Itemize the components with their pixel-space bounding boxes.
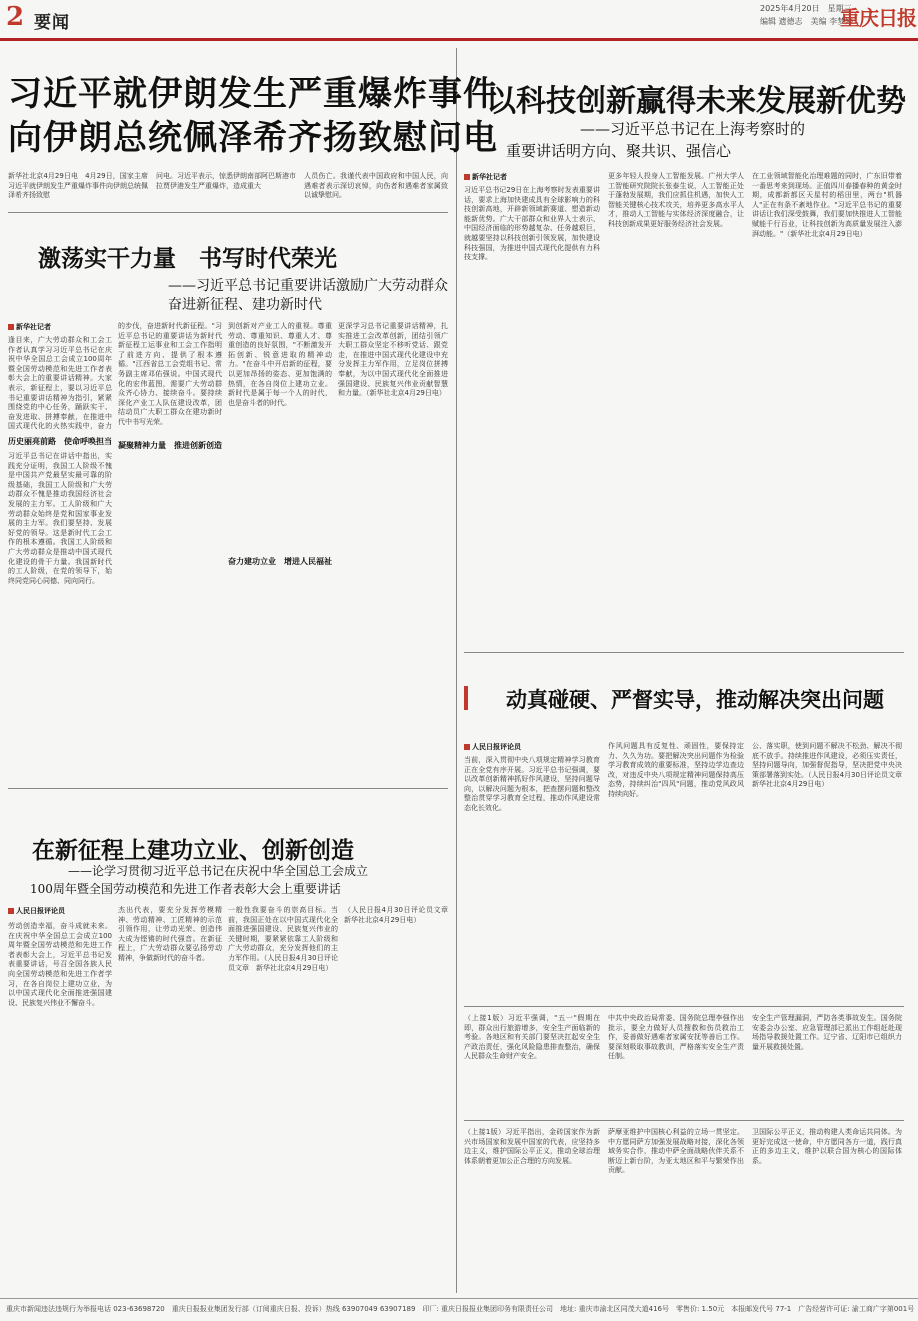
byline-text: 人民日报评论员 — [472, 743, 521, 751]
byline-text: 新华社记者 — [16, 323, 51, 331]
article6-col1-text: 习近平强调，"五一"假期在即，群众出行旅游增多，安全生产面临新的考验。各地区和有关部门要坚决扛起安全生产政治责任，强化风险隐患排查整治，确保人民群众生命财产安全。 — [464, 1014, 600, 1061]
article4-headline: 以科技创新赢得未来发展新优势 — [486, 84, 906, 119]
article2-subhead1: 历史丽亮前路 使命呼唤担当 — [8, 437, 112, 446]
editors: 编辑 遗德志 美编 李梦婷 — [760, 17, 854, 26]
article3-byline — [8, 906, 65, 916]
article2-col1: 逢目来，广大劳动群众和工会工作者认真学习习近平总书记在庆祝中华全国总工会成立100周年暨全国劳动模范和先进工作者表彰大会上的重要讲话精神。大家表示，新征程上，要以习近平总书记重要讲话精神为指引，紧紧围绕党的中心任务，踊跃实干、奋发进取、拼搏奉献，在推进中国式现代化的火热实践中，奋力 — [8, 336, 112, 431]
article3-col1: 劳动创造幸福，奋斗成就未来。在庆祝中华全国总工会成立100周年暨全国劳动模范和先进工作者表彰大会上，习近平总书记发表重要讲话，号召全国各族人民向全国劳动模范和先进工作者学习，在各自岗位上建功立业，为以中国式现代化全面推进强国建设、民族复兴伟业不懈奋斗。 — [8, 922, 112, 1007]
bullet-square-icon — [8, 324, 14, 330]
divider — [464, 652, 904, 653]
article3-col4: （人民日报4月30日评论员文章 新华社北京4月29日电） — [344, 906, 448, 924]
divider — [464, 1006, 904, 1007]
article5-col3: 公、落实职，使到问题不解决不松劲、解决不彻底不放手。持续推进作风建设，必须压实责任，坚持问题导向，加强督促指导，坚决把党中央决策部署落到实处。（人民日报4月30日评论员文章 新华社北京4月29日电） — [752, 742, 902, 789]
article2-subtitle-line2: 奋进新征程、建功新时代 — [168, 297, 322, 313]
article6-col1 — [464, 1014, 600, 1114]
article2-subtitle-line1: ——习近平总书记重要讲话激励广大劳动群众 — [168, 278, 448, 294]
article5-col2: 作风问题具有反复性、顽固性，要保持定力、久久为功。要把解决突出问题作为检验学习教育成效的重要标准，坚持边学边查边改，对违反中央八项规定精神问题保持高压态势，持续纠治"四风"问题，推动党风政风持续向好。 — [608, 742, 744, 798]
article3-subtitle-line2: 100周年暨全国劳动模范和先进工作者表彰大会上重要讲话 — [30, 882, 341, 896]
article5-headline: 动真碰硬、严督实导，推动解决突出问题 — [506, 688, 884, 712]
article5-byline — [464, 742, 521, 752]
continuation-label: （上接1版） — [464, 1128, 506, 1136]
headline-accent-bar — [464, 686, 468, 710]
divider — [8, 788, 448, 789]
article6-col2: 中共中央政治局常委、国务院总理李强作出批示，要全力做好人员搜救和伤员救治工作，妥善做好遇难者家属安抚等善后工作。要深刻吸取事故教训，严格落实安全生产责任制。 — [608, 1014, 744, 1061]
byline-text: 人民日报评论员 — [16, 907, 65, 915]
bullet-square-icon — [464, 174, 470, 180]
page-number: 2 — [6, 2, 25, 32]
article3-headline: 在新征程上建功立业、创新创造 — [32, 838, 354, 864]
article4-byline — [464, 172, 507, 182]
page-footer — [0, 1298, 918, 1321]
article4-subtitle-line2: 重要讲话明方向、聚共识、强信心 — [506, 142, 732, 160]
divider — [464, 1120, 904, 1121]
article1-col2: 问电。习近平表示，惊悉伊朗南部阿巴斯港市拉贾伊港发生严重爆炸，造成重大 — [156, 172, 296, 190]
article2-headline: 激荡实干力量 书写时代荣光 — [38, 246, 337, 272]
footer-text: 重庆市新闻违法违规行为举报电话 023-63698720 重庆日报报业集团发行部（订阅重庆日报、投诉）热线 63907049 63907189 印厂: 重庆日报报业集团印务有限责任公司 地址: 重庆市渝北区同茂大道416号 零售价: 1.50元 本报邮发代号 77-1 广告经营许可证: 渝工商广字第001号 — [6, 1305, 915, 1313]
article2-col4: 更深学习总书记重要讲话精神，扎实推进工会改革创新，团结引领广大职工群众坚定不移听党话、跟党走，在推进中国式现代化建设中充分发挥主力军作用，立足岗位拼搏奉献，为以中国式现代化全面推进强国建设、民族复兴伟业贡献智慧和力量。（新华社北京4月29日电） — [338, 322, 448, 398]
article2-col3: 到创新对产业工人的重视。尊重劳动、尊重知识、尊重人才、尊重创造的良好氛围，"不断激发开拓创新、锐意进取的精神动力。"在奋斗中开启新的征程，要以更加昂扬的姿态、更加饱满的热情，在各自岗位上建功立业。新时代是属于每一个人的时代，也是奋斗者的时代。 — [228, 322, 332, 407]
article1-col3: 人员伤亡。我谨代表中国政府和中国人民，向遇难者表示深切哀悼，向伤者和遇难者家属致以诚挚慰问。 — [304, 172, 448, 200]
article4-subtitle-line1: ——习近平总书记在上海考察时的 — [580, 120, 806, 138]
article2-byline — [8, 322, 51, 332]
divider — [8, 212, 448, 213]
article1-col1: 新华社北京4月29日电 4月29日，国家主席习近平就伊朗发生严重爆炸事件向伊朗总统佩泽希齐扬致慰 — [8, 172, 148, 200]
issue-date: 2025年4月20日 星期三 — [760, 4, 852, 13]
article6-col3: 安全生产管理漏洞，严防各类事故发生。国务院安委会办公室、应急管理部已派出工作组赶赴现场指导救援处置工作。辽宁省、辽阳市已组织力量开展救援处置。 — [752, 1014, 902, 1051]
article2-col1b: 习近平总书记在讲话中指出，实践充分证明，我国工人阶级不愧是中国共产党最坚实最可靠的阶级基础，我国工人阶级和广大劳动群众不愧是推动我国经济社会发展的主力军。工人阶级和广大劳动群众始终是党和国家事业发展的主力军。我们要坚持、发展好党的领导。这是新时代工会工作的根本遵循。我国工人阶级和广大劳动群众是推动中国式现代化建设的骨干力量。我国新时代的工人阶级，在党的领导下，始终同党同心同德、同向同行。 — [8, 452, 112, 585]
article5-col1: 当前，深入贯彻中央八项规定精神学习教育正在全党有序开展。习近平总书记强调，要以改革创新精神抓好作风建设，坚持问题导向，以解决问题为根本，把查摆问题和整改整治贯穿学习教育全过程，推动作风建设常态化长效化。 — [464, 756, 600, 812]
continuation-label: （上接1版） — [464, 1014, 508, 1022]
article7-col1-text: 习近平指出，金砖国家作为新兴市场国家和发展中国家的代表，应坚持多边主义，维护国际公平正义，推动全球治理体系朝着更加公正合理的方向发展。 — [464, 1128, 600, 1165]
masthead-rule — [0, 38, 918, 41]
article4-col3: 在工业领域智能化治理难题的同时，广东旧带着一番思考来到现场。正值四川春播春种的黄金时期，成都新都区天星村的稻田里，两台"机器人"正在有条不紊地作业。"习近平总书记的重要讲话让我们深受鼓舞，我们要加快推进人工智能赋能千行百业，让科技创新为高质量发展注入澎湃动能。"（新华社北京4月29日电） — [752, 172, 902, 238]
bullet-square-icon — [464, 744, 470, 750]
article3-col2: 杰出代表，要充分发挥劳模精神、劳动精神、工匠精神的示范引领作用，让劳动光荣、创造伟大成为铿锵的时代强音。在新征程上，广大劳动群众要弘扬劳动精神，争做新时代的奋斗者。 — [118, 906, 222, 962]
article4-col1: 习近平总书记29日在上海考察时发表重要讲话，要求上海加快建成具有全球影响力的科技创新高地，开辟新领域新赛道、塑造新动能新优势。广大干部群众和业界人士表示，中国经济面临的形势越复杂、任务越艰巨，就越要坚持以科技创新引领发展，加快建设科技强国，为推进中国式现代化提供有力科技支撑。 — [464, 186, 600, 262]
newspaper-logo: 重庆日报 — [840, 6, 916, 30]
bullet-square-icon — [8, 908, 14, 914]
article7-col3: 卫国际公平正义，推动构建人类命运共同体。为更好完成这一使命，中方愿同各方一道，践行真正的多边主义，维护以联合国为核心的国际体系。 — [752, 1128, 902, 1165]
article7-col1 — [464, 1128, 600, 1292]
article2-subhead3: 奋力建功立业 增进人民福祉 — [228, 557, 332, 566]
section-title: 要闻 — [34, 13, 70, 33]
byline-text: 新华社记者 — [472, 173, 507, 181]
article7-col2: 萨摩亚维护中国核心利益的立场一贯坚定。中方愿同萨方加强发展战略对接，深化各领域务实合作，推动中萨全面战略伙伴关系不断迈上新台阶，为亚太地区和平与繁荣作出贡献。 — [608, 1128, 744, 1175]
article2-subhead2: 凝聚精神力量 推进创新创造 — [118, 441, 222, 450]
masthead — [0, 0, 918, 42]
article3-col3: 一般性我要奋斗的崇高目标。当前，我国正处在以中国式现代化全面推进强国建设、民族复兴伟业的关键时期，要紧紧依靠工人阶级和广大劳动群众，充分发挥他们的主力军作用。（人民日报4月30日评论员文章 新华社北京4月29日电） — [228, 906, 338, 972]
article3-subtitle-line1: ——论学习贯彻习近平总书记在庆祝中华全国总工会成立 — [68, 864, 369, 878]
article1-headline-line1: 习近平就伊朗发生严重爆炸事件 — [8, 74, 498, 114]
article1-headline-line2: 向伊朗总统佩泽希齐扬致慰问电 — [8, 118, 498, 158]
article4-col2: 更多年轻人投身人工智能发展。广州大学人工智能研究院院长张泰生说，人工智能正处于蓬勃发展期，我们应抓住机遇，加快人工智能关键核心技术攻关，培养更多高水平人才，推动人工智能与实体经济深度融合，让科技创新成果更好服务经济社会发展。 — [608, 172, 744, 228]
article2-col2: 的步伐，奋进新时代新征程。"习近平总书记的重要讲话为新时代新征程工运事业和工会工作指明了前进方向、提供了根本遵循。"江西省总工会党组书记、常务副主席邓佑强说。中国式现代化的宏伟蓝图，需要广大劳动群众齐心协力、接续奋斗。要持续深化产业工人队伍建设改革，团结动员广大职工群众在建功新时代中书写光荣。 — [118, 322, 222, 426]
column-divider — [456, 48, 457, 1293]
